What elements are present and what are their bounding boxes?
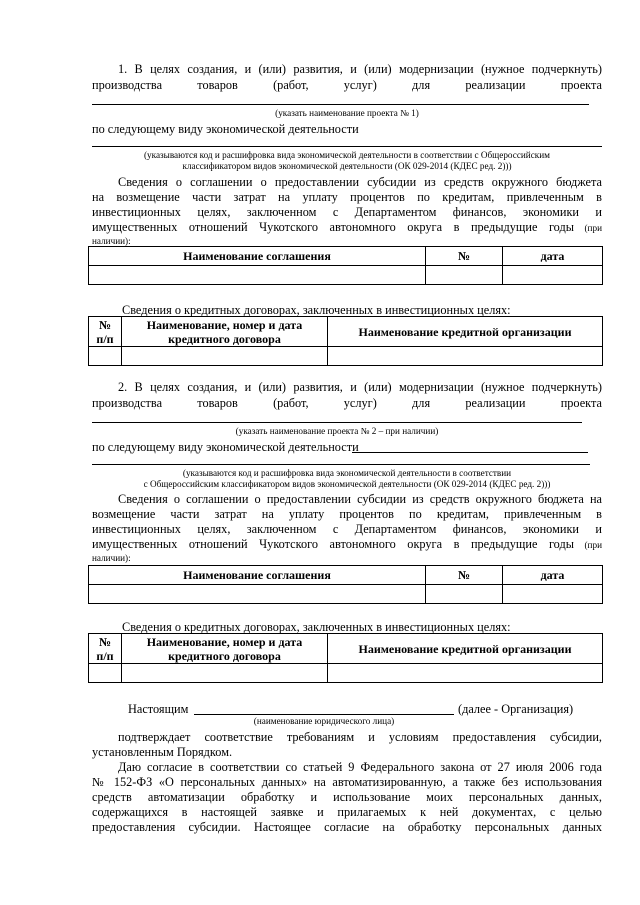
subsidy2-text-2: возмещение части затрат на уплату процентов по кредитам, привлеченным в (92, 507, 602, 521)
subsidy2-text-3: инвестиционных целях, заключенном с Департаментом финансов, экономики и (92, 522, 602, 536)
subsidy2-text-4-main: имущественных отношений Чукотского автономного округа в предыдущие годы (92, 537, 574, 551)
cell-agreement-num[interactable] (426, 585, 503, 604)
col-agreement-name: Наименование соглашения (89, 247, 426, 266)
activity2-line[interactable] (92, 464, 590, 465)
org-name-line[interactable] (194, 714, 454, 715)
col-num-1: № (98, 317, 112, 332)
section1-intro-line2 (92, 78, 602, 93)
col-agreement-num: № (426, 566, 503, 585)
cell-agreement-num[interactable] (426, 266, 503, 285)
consent-text-3: средств автоматизации обработку и использование моих персональных данных, (92, 790, 602, 804)
cell-agreement-name[interactable] (89, 266, 426, 285)
project-name-line[interactable] (92, 104, 589, 105)
activity-label: по следующему виду экономической деятельности (92, 122, 359, 136)
consent-text-4: содержащихся в настоящей заявке и прилагаемых к ней документах, с целью (92, 805, 602, 819)
col-agreement-name: Наименование соглашения (89, 566, 426, 585)
cell-contract[interactable] (122, 664, 328, 683)
activity2-hint-1: (указываются код и расшифровка вида экономической деятельности в соответствии (182, 468, 512, 478)
word: производства (92, 396, 163, 410)
activity-hint-1: (указываются код и расшифровка вида экономической деятельности в соответствии с Общероссийским (143, 150, 550, 160)
org-suffix: (далее - Организация) (458, 702, 574, 716)
col-contract-1: Наименование, номер и дата (146, 634, 303, 649)
cell-num[interactable] (89, 664, 122, 683)
subsidy-text-2: на возмещение части затрат на уплату процентов по кредитам, привлеченным в (92, 190, 602, 204)
project2-hint: (указать наименование проекта № 2 – при наличии) (235, 426, 439, 436)
subsidy-text-1: Сведения о соглашении о предоставлении субсидии из средств окружного бюджета (118, 175, 602, 189)
word: (работ, (273, 396, 309, 410)
credit-title-2: Сведения о кредитных договорах, заключенных в инвестиционных целях: (122, 620, 511, 634)
credit-title-1: Сведения о кредитных договорах, заключенных в инвестиционных целях: (122, 303, 511, 317)
cell-agreement-date[interactable] (503, 585, 603, 604)
confirm-text-2: установленным Порядком. (92, 745, 233, 759)
word: реализации (465, 396, 526, 410)
subsidy-note-b: наличии): (92, 236, 131, 246)
word: реализации (465, 78, 526, 92)
cell-agreement-name[interactable] (89, 585, 426, 604)
subsidy2-text-4 (92, 537, 602, 552)
cell-org[interactable] (328, 347, 603, 366)
word: товаров (197, 78, 238, 92)
col-contract-1: Наименование, номер и дата (146, 317, 303, 332)
col-agreement-date: дата (503, 247, 603, 266)
word: услуг) (343, 78, 377, 92)
col-org: Наименование кредитной организации (328, 317, 603, 347)
word: товаров (197, 396, 238, 410)
col-contract-2: кредитного договора (168, 331, 281, 346)
subsidy-note-a: (при (584, 223, 602, 233)
cell-agreement-date[interactable] (503, 266, 603, 285)
project2-name-line[interactable] (92, 422, 582, 423)
subsidy2-note-b: наличии): (92, 553, 131, 563)
word: проекта (560, 396, 602, 410)
subsidy-text-4 (92, 220, 602, 235)
activity2-label: по следующему виду экономической деятельности (92, 440, 359, 454)
consent-text-2: № 152-ФЗ «О персональных данных» на автоматизированную, а также без использования (92, 775, 602, 789)
col-num (89, 317, 122, 347)
col-contract (122, 634, 328, 664)
col-num (89, 634, 122, 664)
section1-intro-line1: 1. В целях создания, и (или) развития, и (или) модернизации (нужное подчеркнуть) (118, 62, 602, 76)
activity2-inline-line[interactable] (352, 452, 588, 453)
word: услуг) (343, 396, 377, 410)
project-hint: (указать наименование проекта № 1) (275, 108, 419, 118)
cell-org[interactable] (328, 664, 603, 683)
section2-intro-line1: 2. В целях создания, и (или) развития, и (или) модернизации (нужное подчеркнуть) (118, 380, 602, 394)
subsidy-text-3: инвестиционных целях, заключенном с Департаментом финансов, экономики и (92, 205, 602, 219)
subsidy2-text-1: Сведения о соглашении о предоставлении субсидии из средств окружного бюджета на (118, 492, 602, 506)
word: для (412, 396, 431, 410)
agreement-table-1 (88, 246, 603, 285)
col-contract (122, 317, 328, 347)
word: для (412, 78, 431, 92)
col-contract-2: кредитного договора (168, 648, 281, 663)
word: производства (92, 78, 163, 92)
agreement-table-2 (88, 565, 603, 604)
col-num-1: № (98, 634, 112, 649)
activity2-hint-2: с Общероссийским классификатором видов экономической деятельности (ОК 029-2014 (КДЕС ред. 2))) (143, 479, 551, 489)
credit-table-2 (88, 633, 603, 683)
cell-contract[interactable] (122, 347, 328, 366)
col-org: Наименование кредитной организации (328, 634, 603, 664)
col-agreement-num: № (426, 247, 503, 266)
confirm-text-1: подтверждает соответствие требованиям и условиям предоставления субсидии, (118, 730, 602, 744)
subsidy-text-4-main: имущественных отношений Чукотского автономного округа в предыдущие годы (92, 220, 574, 234)
cell-num[interactable] (89, 347, 122, 366)
consent-text-5: предоставления субсидии. Настоящее согласие на обработку персональных данных (92, 820, 602, 834)
col-agreement-date: дата (503, 566, 603, 585)
consent-text-1: Даю согласие в соответствии со статьей 9 Федерального закона от 27 июля 2006 года (118, 760, 602, 774)
credit-table-1 (88, 316, 603, 366)
section2-intro-line2 (92, 396, 602, 411)
col-num-2: п/п (96, 331, 114, 346)
word: проекта (560, 78, 602, 92)
activity-line[interactable] (92, 146, 602, 147)
org-hint: (наименование юридического лица) (253, 716, 395, 726)
hereby-label: Настоящим (128, 702, 189, 716)
word: (работ, (273, 78, 309, 92)
activity-hint-2: классификатором видов экономической деятельности (ОК 029-2014 (КДЕС ред. 2))) (182, 161, 512, 171)
col-num-2: п/п (96, 648, 114, 663)
subsidy2-note-a: (при (584, 540, 602, 550)
